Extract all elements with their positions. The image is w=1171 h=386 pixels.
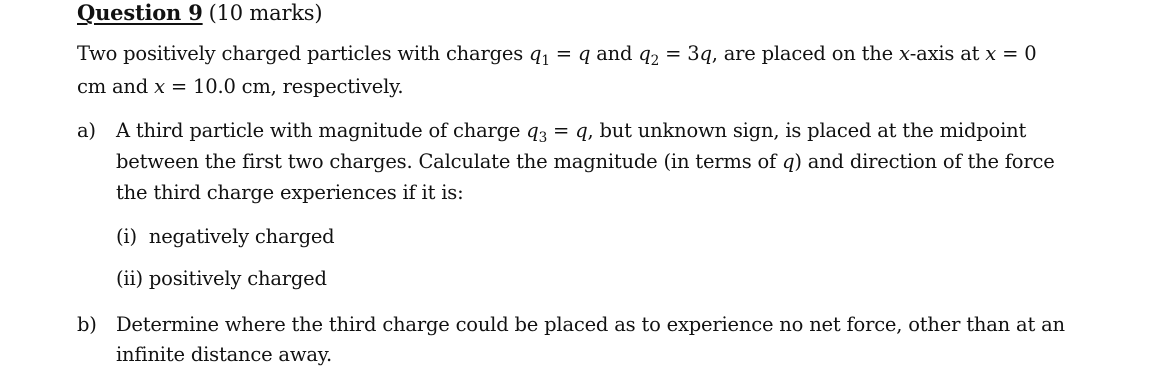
math-x: x <box>985 42 997 65</box>
sub-question-i <box>116 224 334 250</box>
stem-text: and <box>590 42 639 65</box>
part-a-text: between the first two charges. Calculate the magnitude (in terms of <box>116 150 783 173</box>
part-a-text: the third charge experiences if it is: <box>116 181 464 204</box>
math-q1: $q_1$ <box>529 42 550 69</box>
part-b-line-2 <box>116 342 332 368</box>
stem-text: = 10.0 cm, respectively. <box>164 75 404 98</box>
stem-text: , are placed on the <box>711 42 899 65</box>
part-a-line-1 <box>77 118 1026 151</box>
math-q: q <box>575 119 588 142</box>
question-stem-line-1 <box>77 41 1036 74</box>
stem-text: = 3 <box>659 42 700 65</box>
part-a-text: ) and direction of the force <box>794 150 1055 173</box>
sub-question-ii <box>116 266 327 292</box>
part-a-text: A third particle with magnitude of charge <box>116 119 527 142</box>
part-a-text: = <box>547 119 576 142</box>
math-q: q <box>699 42 712 65</box>
math-x: x <box>898 42 910 65</box>
part-a-text: , but unknown sign, is placed at the midpoint <box>587 119 1027 142</box>
stem-text: Two positively charged particles with charges <box>77 42 530 65</box>
question-marks: (10 marks) <box>208 1 323 25</box>
part-a-line-2 <box>116 149 1055 175</box>
math-q: q <box>782 150 795 173</box>
stem-text: -axis at <box>909 42 986 65</box>
sub-question-i-text: (i) negatively charged <box>116 225 335 248</box>
math-q2: $q_2$ <box>638 42 660 69</box>
part-b-text: Determine where the third charge could be placed as to experience no net force, other than at an <box>116 313 1065 336</box>
part-b-label: b) <box>77 313 97 336</box>
question-title: Question 9 <box>77 0 203 25</box>
question-heading <box>77 0 322 26</box>
stem-text: cm and <box>77 75 155 98</box>
math-q3: $q_3$ <box>526 119 548 146</box>
stem-text: = 0 <box>996 42 1037 65</box>
sub-question-ii-text: (ii) positively charged <box>116 267 327 290</box>
stem-text: = <box>549 42 578 65</box>
math-q: q <box>577 42 591 65</box>
part-a-label: a) <box>77 119 96 142</box>
part-b-line-1 <box>77 312 1065 338</box>
part-a-line-3 <box>116 180 463 206</box>
question-stem-line-2 <box>77 74 403 100</box>
math-x: x <box>154 75 165 98</box>
part-b-text: infinite distance away. <box>116 343 332 366</box>
